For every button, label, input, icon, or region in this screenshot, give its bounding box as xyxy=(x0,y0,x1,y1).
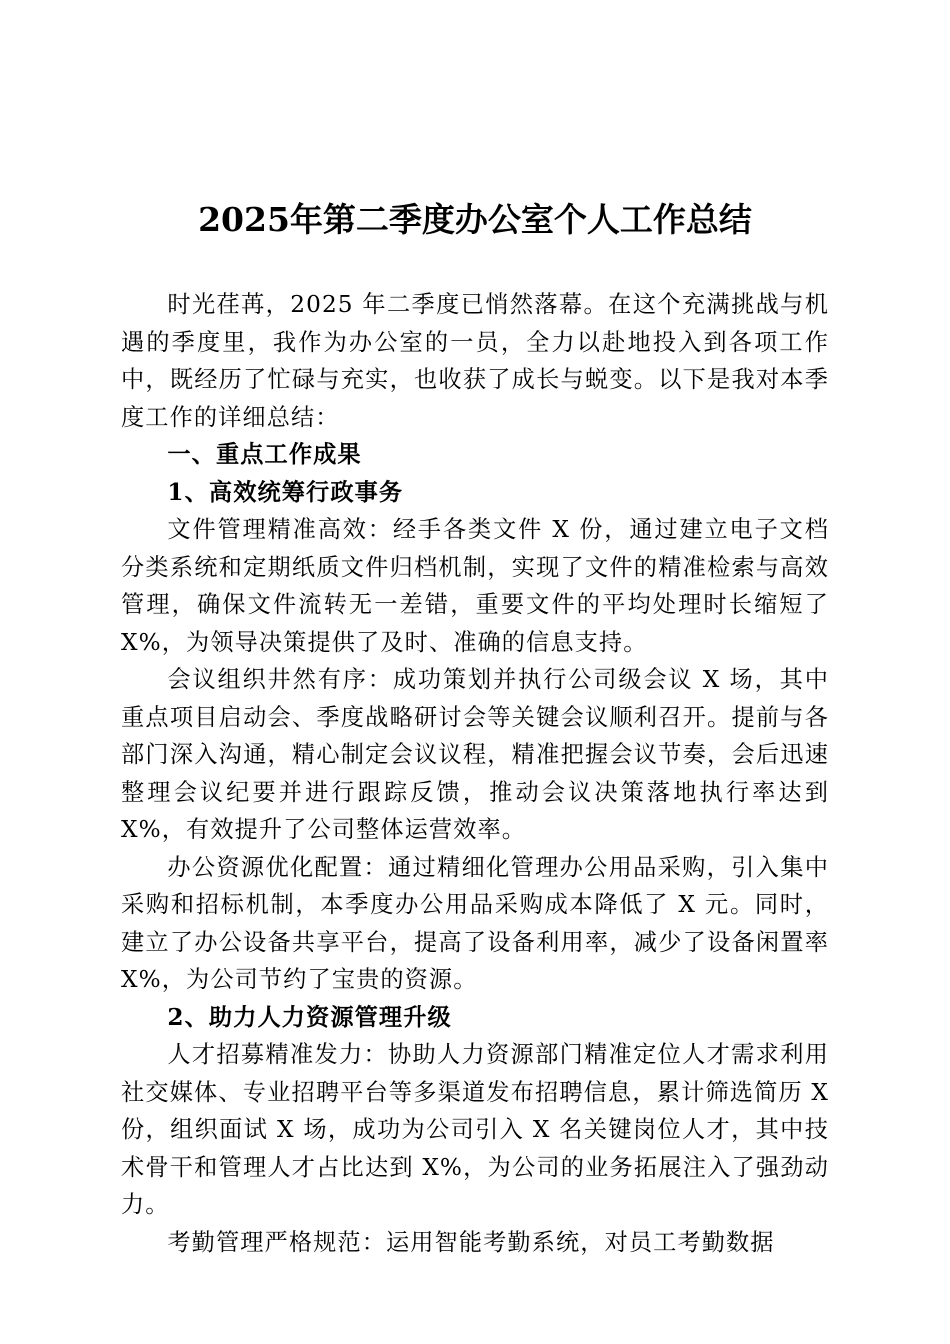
intro-paragraph: 时光荏苒，2025 年二季度已悄然落幕。在这个充满挑战与机遇的季度里，我作为办公室的一员，全力以赴地投入到各项工作中，既经历了忙碌与充实，也收获了成长与蜕变。以下是我对本季度工作的详细总结： xyxy=(121,291,829,431)
subsection-heading: 1、高效统筹行政事务 xyxy=(167,478,404,506)
body-paragraph: 办公资源优化配置：通过精细化管理办公用品采购，引入集中采购和招标机制，本季度办公用品采购成本降低了 X 元。同时，建立了办公设备共享平台，提高了设备利用率，减少了设备闲置率 X%，为公司节约了宝贵的资源。 xyxy=(121,853,829,993)
body-paragraph: 会议组织井然有序：成功策划并执行公司级会议 X 场，其中重点项目启动会、季度战略研讨会等关键会议顺利召开。提前与各部门深入沟通，精心制定会议议程，精准把握会议节奏，会后迅速整理会议纪要并进行跟踪反馈，推动会议决策落地执行率达到 X%，有效提升了公司整体运营效率。 xyxy=(121,666,829,843)
section-heading: 一、重点工作成果 xyxy=(167,441,362,468)
body-paragraph: 人才招募精准发力：协助人力资源部门精准定位人才需求利用社交媒体、专业招聘平台等多渠道发布招聘信息，累计筛选简历 X 份，组织面试 X 场，成功为公司引入 X 名关键岗位人才，其中技术骨干和管理人才占比达到 X%，为公司的业务拓展注入了强劲动力。 xyxy=(121,1041,829,1218)
body-paragraph: 文件管理精准高效：经手各类文件 X 份，通过建立电子文档分类系统和定期纸质文件归档机制，实现了文件的精准检索与高效管理，确保文件流转无一差错，重要文件的平均处理时长缩短了 X%，为领导决策提供了及时、准确的信息支持。 xyxy=(121,516,829,656)
document-body xyxy=(121,286,829,1261)
document-title: 2025年第二季度办公室个人工作总结 xyxy=(198,200,752,239)
subsection-heading: 2、助力人力资源管理升级 xyxy=(167,1003,452,1031)
body-paragraph: 考勤管理严格规范：运用智能考勤系统，对员工考勤数据 xyxy=(167,1228,775,1256)
